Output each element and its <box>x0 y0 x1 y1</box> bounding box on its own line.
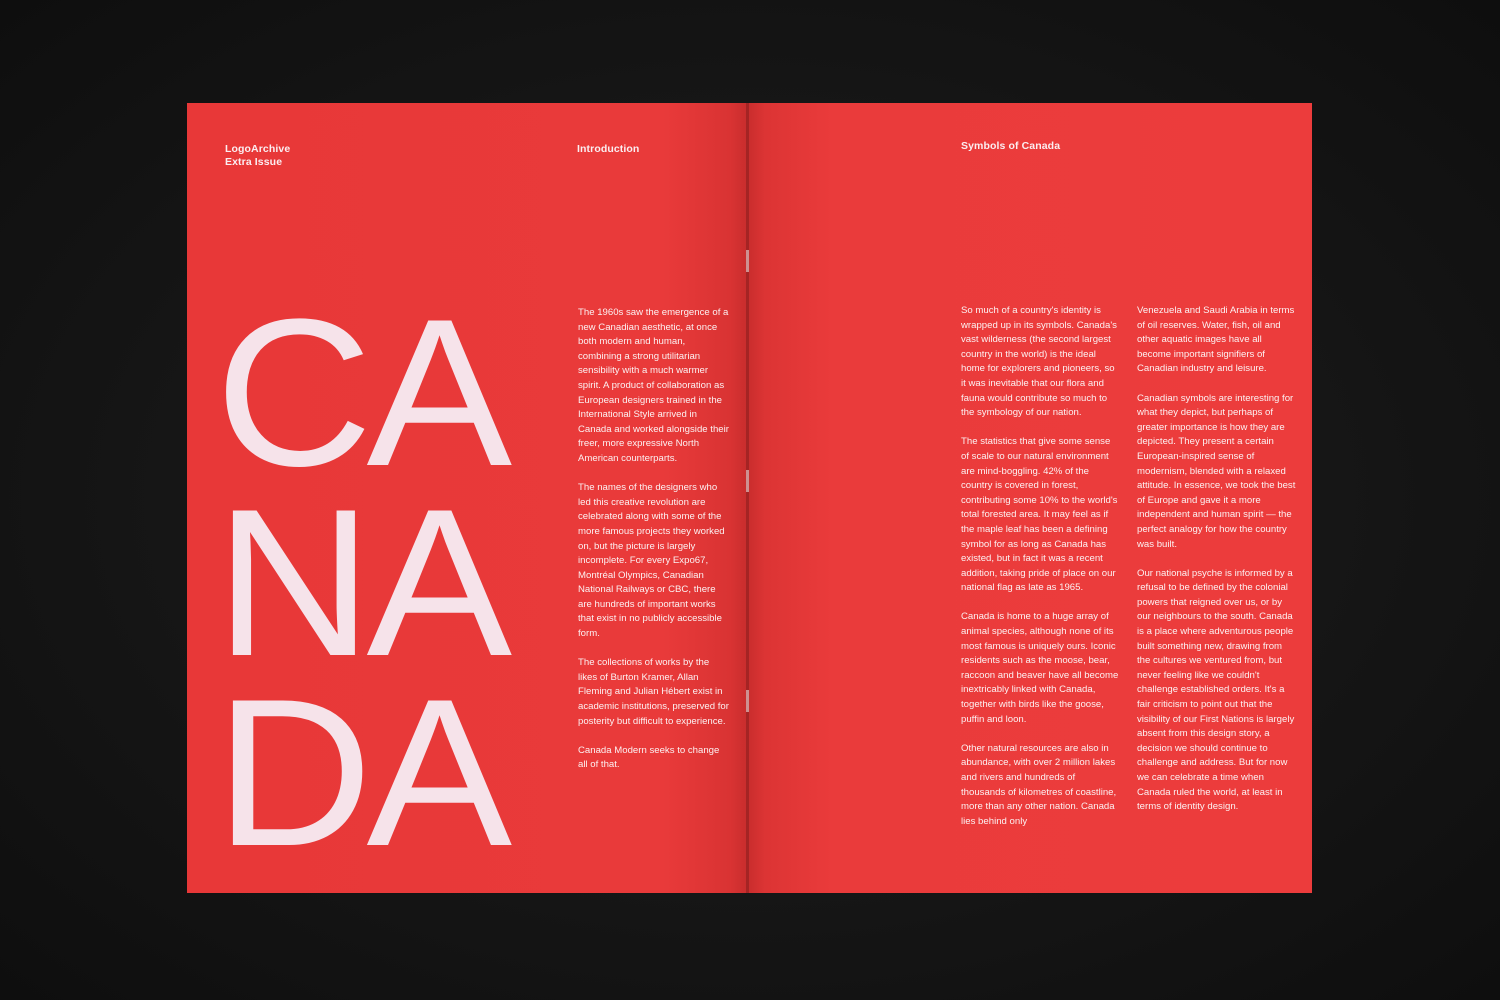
symbols-paragraph: The statistics that give some sense of scale to our natural environment are mind-boggling. 42% of the country is covered in forest, contributing some 10% to the world's total forested area. It may feel as if the maple leaf has been a defining symbol for as long as Canada has existed, but in fact it was a recent addition, taking pride of place on our national flag as late as 1965. <box>961 436 1118 594</box>
symbols-paragraph: Canadian symbols are interesting for what they depict, but perhaps of greater importance is how they are depicted. They present a certain European-inspired sense of modernism, blended with a relaxed attitude. In essence, we took the best of Europe and gave it a more independent and human spirit — the perfect analogy for how the country was built. <box>1137 392 1296 550</box>
big-word-line-1: CA <box>215 275 506 510</box>
left-page <box>187 103 747 893</box>
symbols-paragraph: Other natural resources are also in abundance, with over 2 million lakes and rivers and hundreds of thousands of kilometres of coastline, more than any other nation. Canada lies behind only <box>961 742 1117 827</box>
brand-block <box>225 143 290 169</box>
book-spine <box>746 103 749 893</box>
staple-stitch <box>746 470 749 492</box>
right-page <box>748 103 1312 893</box>
staple-stitch <box>746 690 749 712</box>
intro-paragraph: The 1960s saw the emergence of a new Canadian aesthetic, at once both modern and human, combining a strong utilitarian sensibility with a much warmer spirit. A product of collaboration as European designers trained in the International Style arrived in Canada and worked alongside their freer, more expressive North American counterparts. <box>578 307 729 464</box>
intro-paragraph: Canada Modern seeks to change all of that. <box>578 744 720 771</box>
big-word-line-3: DA <box>215 655 506 890</box>
symbols-column-1 <box>961 304 1119 844</box>
staple-stitch <box>746 250 749 272</box>
symbols-paragraph: Our national psyche is informed by a refusal to be defined by the colonial powers that reigned over us, or by our neighbours to the south. Canada is a place where adventurous people built something new, drawing from the cultures we ventured from, but never feeling like we couldn't challenge established orders. It's a fair criticism to point out that the visibility of our First Nations is largely absent from this design story, a decision we should continue to challenge and address. But for now we can celebrate a time when Canada ruled the world, at least in terms of identity design. <box>1137 567 1295 813</box>
section-title-introduction: Introduction <box>577 143 640 155</box>
symbols-column-2 <box>1137 304 1297 829</box>
intro-paragraph: The collections of works by the likes of Burton Kramer, Allan Fleming and Julian Hébert exist in academic institutions, preserved for posterity but difficult to experience. <box>578 657 729 727</box>
section-title-symbols: Symbols of Canada <box>961 140 1061 152</box>
symbols-paragraph: Venezuela and Saudi Arabia in terms of oil reserves. Water, fish, oil and other aquatic images have all become important signifiers of Canadian industry and leisure. <box>1137 305 1295 375</box>
brand-name: LogoArchive <box>225 143 291 155</box>
symbols-paragraph: Canada is home to a huge array of animal species, although none of its most famous is uniquely ours. Iconic residents such as the moose, bear, raccoon and beaver have all become inextricably linked with Canada, together with birds like the goose, puffin and loon. <box>961 611 1119 725</box>
introduction-text <box>578 306 730 788</box>
issue-label: Extra Issue <box>225 156 283 168</box>
symbols-paragraph: So much of a country's identity is wrapped up in its symbols. Canada's vast wilderness (the second largest country in the world) is the ideal home for explorers and pioneers, so it was inevitable that our flora and fauna would contribute so much to the symbology of our nation. <box>961 305 1117 419</box>
intro-paragraph: The names of the designers who led this creative revolution are celebrated along with some of the more famous projects they worked on, but the picture is largely incomplete. For every Expo67, Montréal Olympics, Canadian National Railways or CBC, there are hundreds of important works that exist in no publicly accessible form. <box>578 482 725 640</box>
big-word-line-2: NA <box>215 465 506 700</box>
